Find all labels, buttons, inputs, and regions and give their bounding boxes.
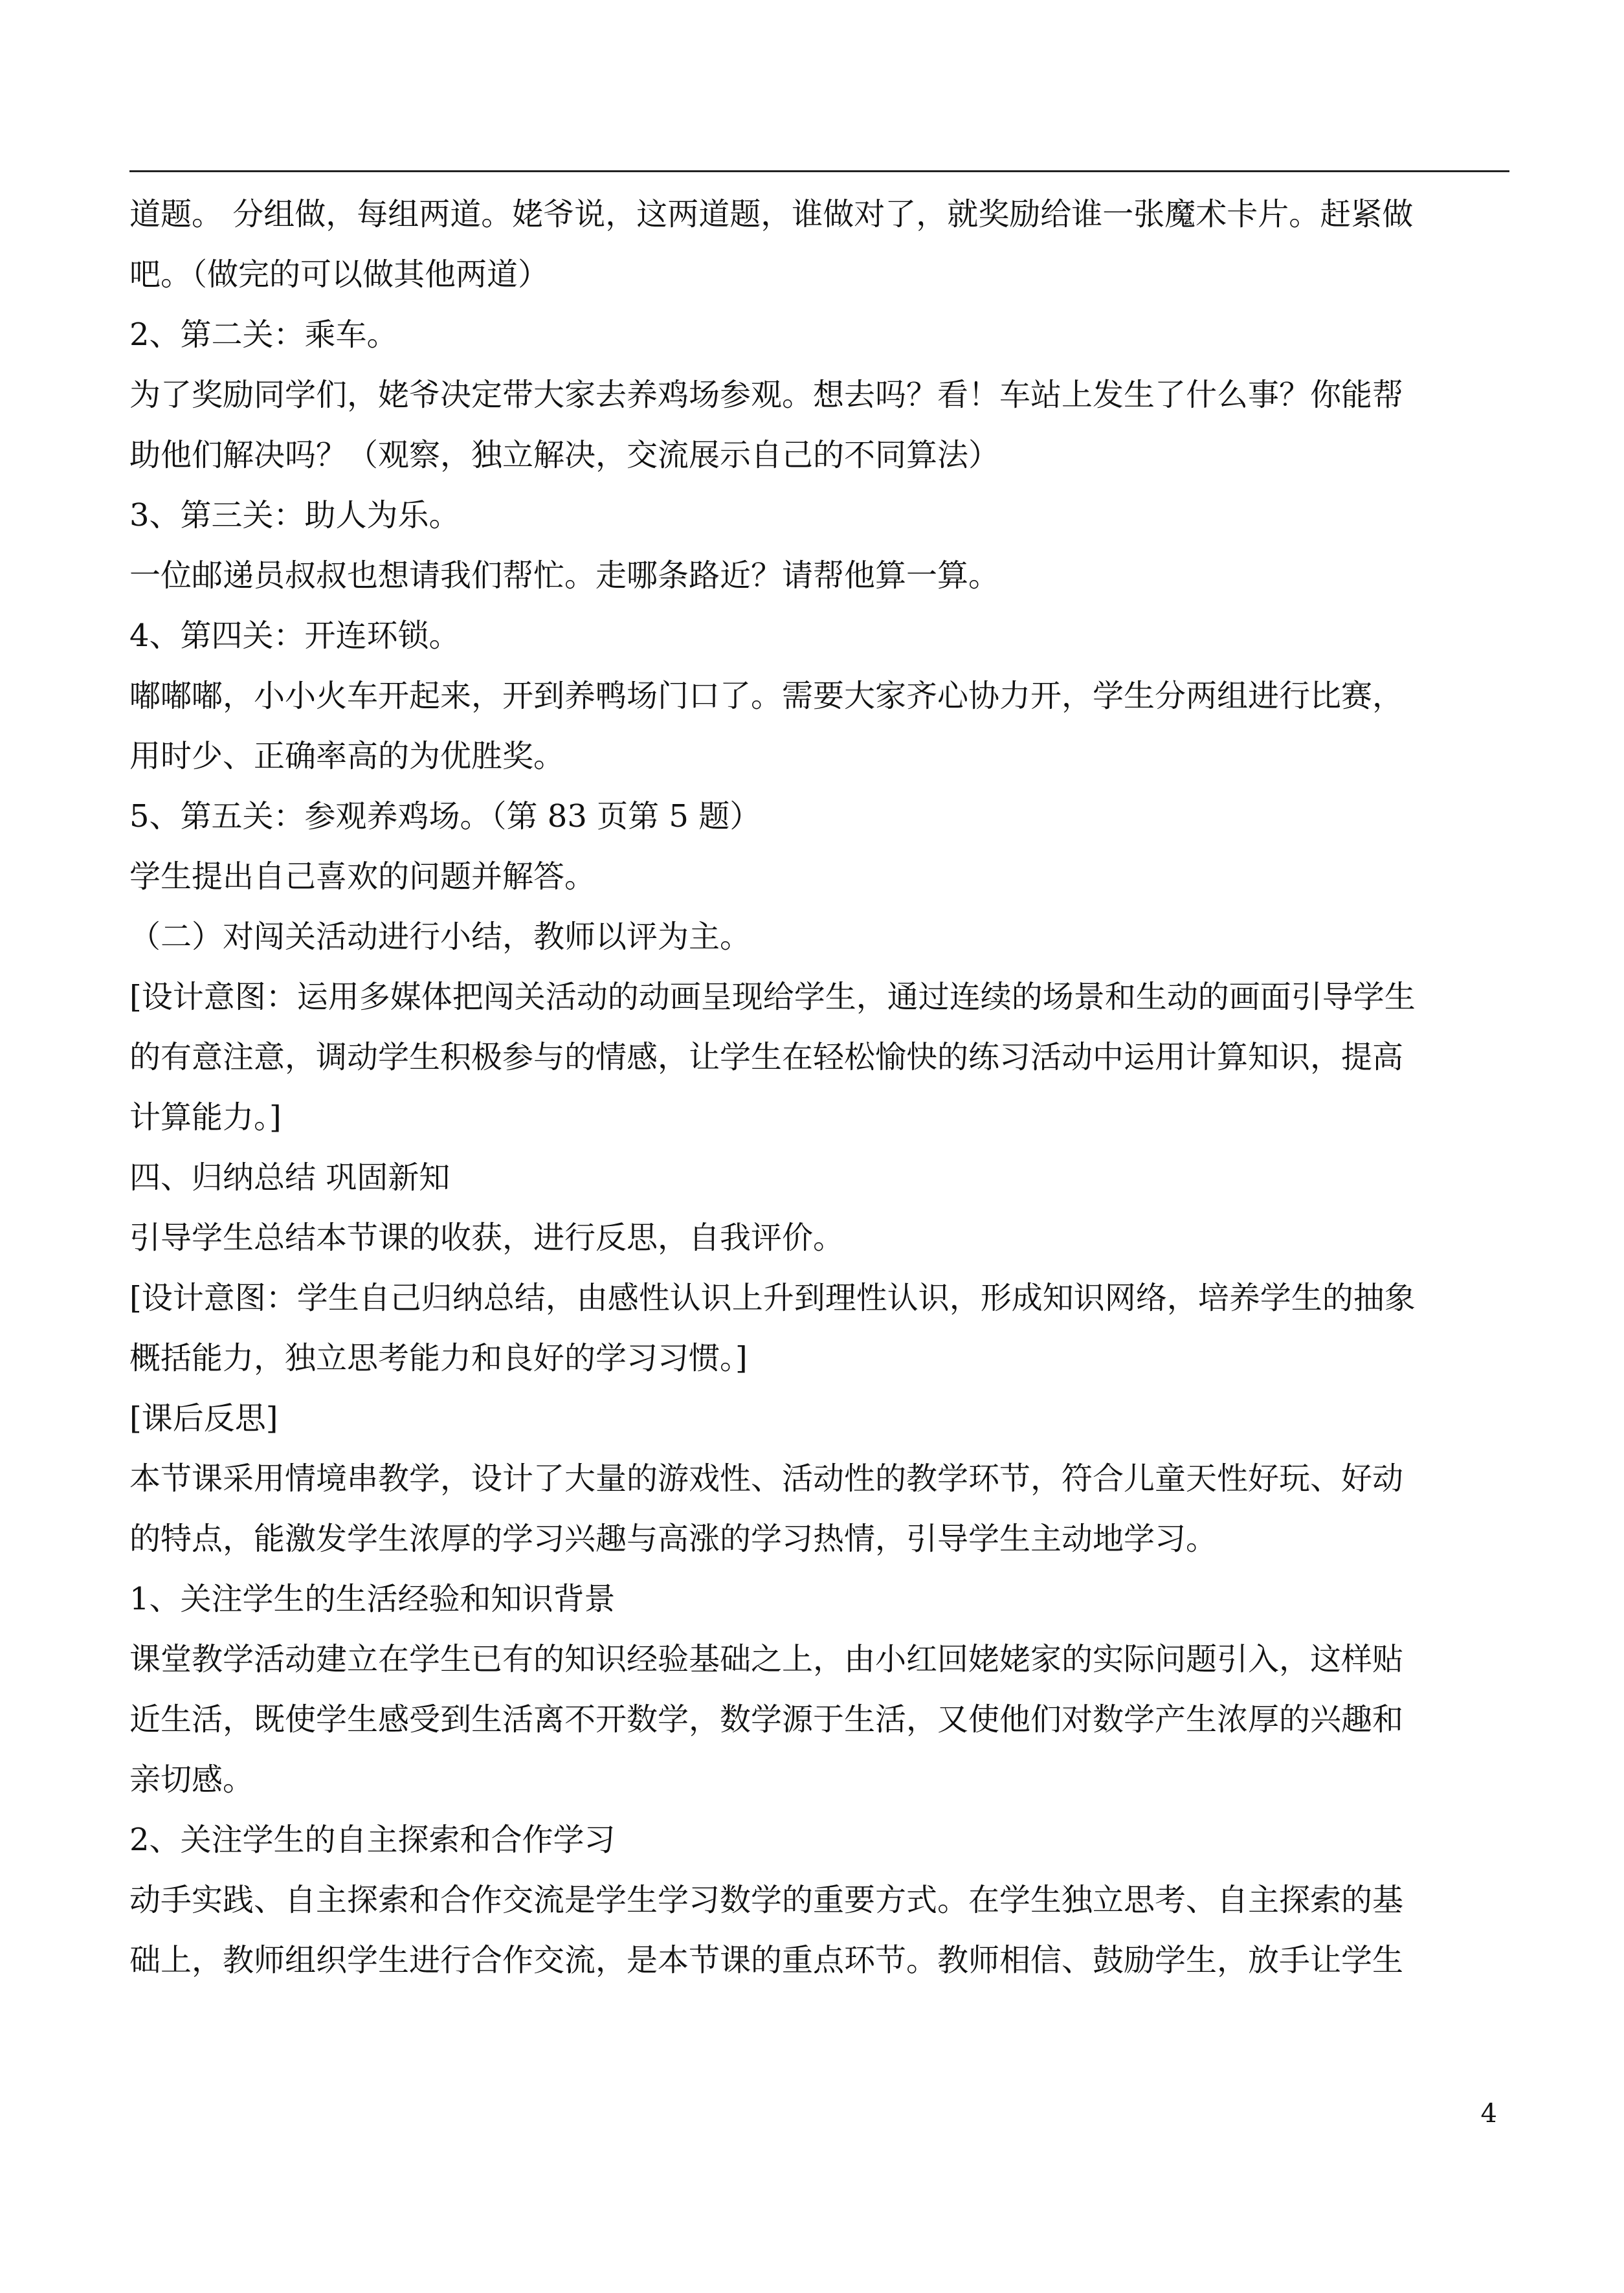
text-line: 四、归纳总结 巩固新知 (129, 1159, 450, 1196)
text-line: 引导学生总结本节课的收获，进行反思，自我评价。 (129, 1220, 845, 1256)
text-line: 1、关注学生的生活经验和知识背景 (129, 1581, 616, 1617)
text-line: 用时少、正确率高的为优胜奖。 (129, 738, 565, 774)
text-line: 近生活，既使学生感受到生活离不开数学，数学源于生活，又使他们对数学产生浓厚的兴趣和 (129, 1701, 1404, 1738)
text-line: 础上，教师组织学生进行合作交流，是本节课的重点环节。教师相信、鼓励学生，放手让学生 (129, 1942, 1404, 1978)
text-line: [设计意图：学生自己归纳总结，由感性认识上升到理性认识，形成知识网络，培养学生的抽象 (129, 1280, 1416, 1316)
document-body (129, 185, 1509, 1991)
text-line: 的特点，能激发学生浓厚的学习兴趣与高涨的学习热情，引导学生主动地学习。 (129, 1521, 1218, 1557)
text-line: 2、第二关：乘车。 (129, 317, 398, 353)
text-line: 课堂教学活动建立在学生已有的知识经验基础之上，由小红回姥姥家的实际问题引入，这样贴 (129, 1641, 1404, 1677)
text-line: 计算能力。] (129, 1099, 282, 1135)
text-line: 4、第四关：开连环锁。 (129, 618, 460, 654)
text-line: 2、关注学生的自主探索和合作学习 (129, 1822, 616, 1858)
text-line: 道题。 分组做，每组两道。姥爷说，这两道题，谁做对了，就奖励给谁一张魔术卡片。赶紧做 (129, 196, 1414, 232)
text-line: 5、第五关：参观养鸡场。（第 83 页第 5 题） (129, 798, 761, 834)
text-line: 概括能力，独立思考能力和良好的学习习惯。] (129, 1340, 748, 1376)
text-line: 吧。（做完的可以做其他两道） (129, 256, 550, 293)
text-line: 学生提出自己喜欢的问题并解答。 (129, 858, 596, 895)
text-line: 本节课采用情境串教学，设计了大量的游戏性、活动性的教学环节，符合儿童天性好玩、好动 (129, 1460, 1404, 1497)
text-line: （二）对闯关活动进行小结，教师以评为主。 (129, 919, 751, 955)
text-line: 3、第三关：助人为乐。 (129, 497, 460, 533)
text-line: 动手实践、自主探索和合作交流是学生学习数学的重要方式。在学生独立思考、自主探索的基 (129, 1882, 1404, 1918)
text-line: 的有意注意，调动学生积极参与的情感，让学生在轻松愉快的练习活动中运用计算知识，提高 (129, 1039, 1404, 1075)
text-line: 亲切感。 (129, 1762, 254, 1798)
text-line: 嘟嘟嘟，小小火车开起来，开到养鸭场门口了。需要大家齐心协力开，学生分两组进行比赛， (129, 678, 1404, 714)
header-rule (129, 170, 1509, 172)
text-line: 助他们解决吗？（观察，独立解决，交流展示自己的不同算法） (129, 437, 1000, 473)
text-line: 为了奖励同学们，姥爷决定带大家去养鸡场参观。想去吗？看！车站上发生了什么事？你能帮 (129, 377, 1404, 413)
text-line: [课后反思] (129, 1400, 278, 1437)
text-line: 一位邮递员叔叔也想请我们帮忙。走哪条路近？请帮他算一算。 (129, 557, 1000, 594)
page-number: 4 (1480, 2099, 1497, 2129)
text-line: [设计意图：运用多媒体把闯关活动的动画呈现给学生，通过连续的场景和生动的画面引导学生 (129, 979, 1416, 1015)
